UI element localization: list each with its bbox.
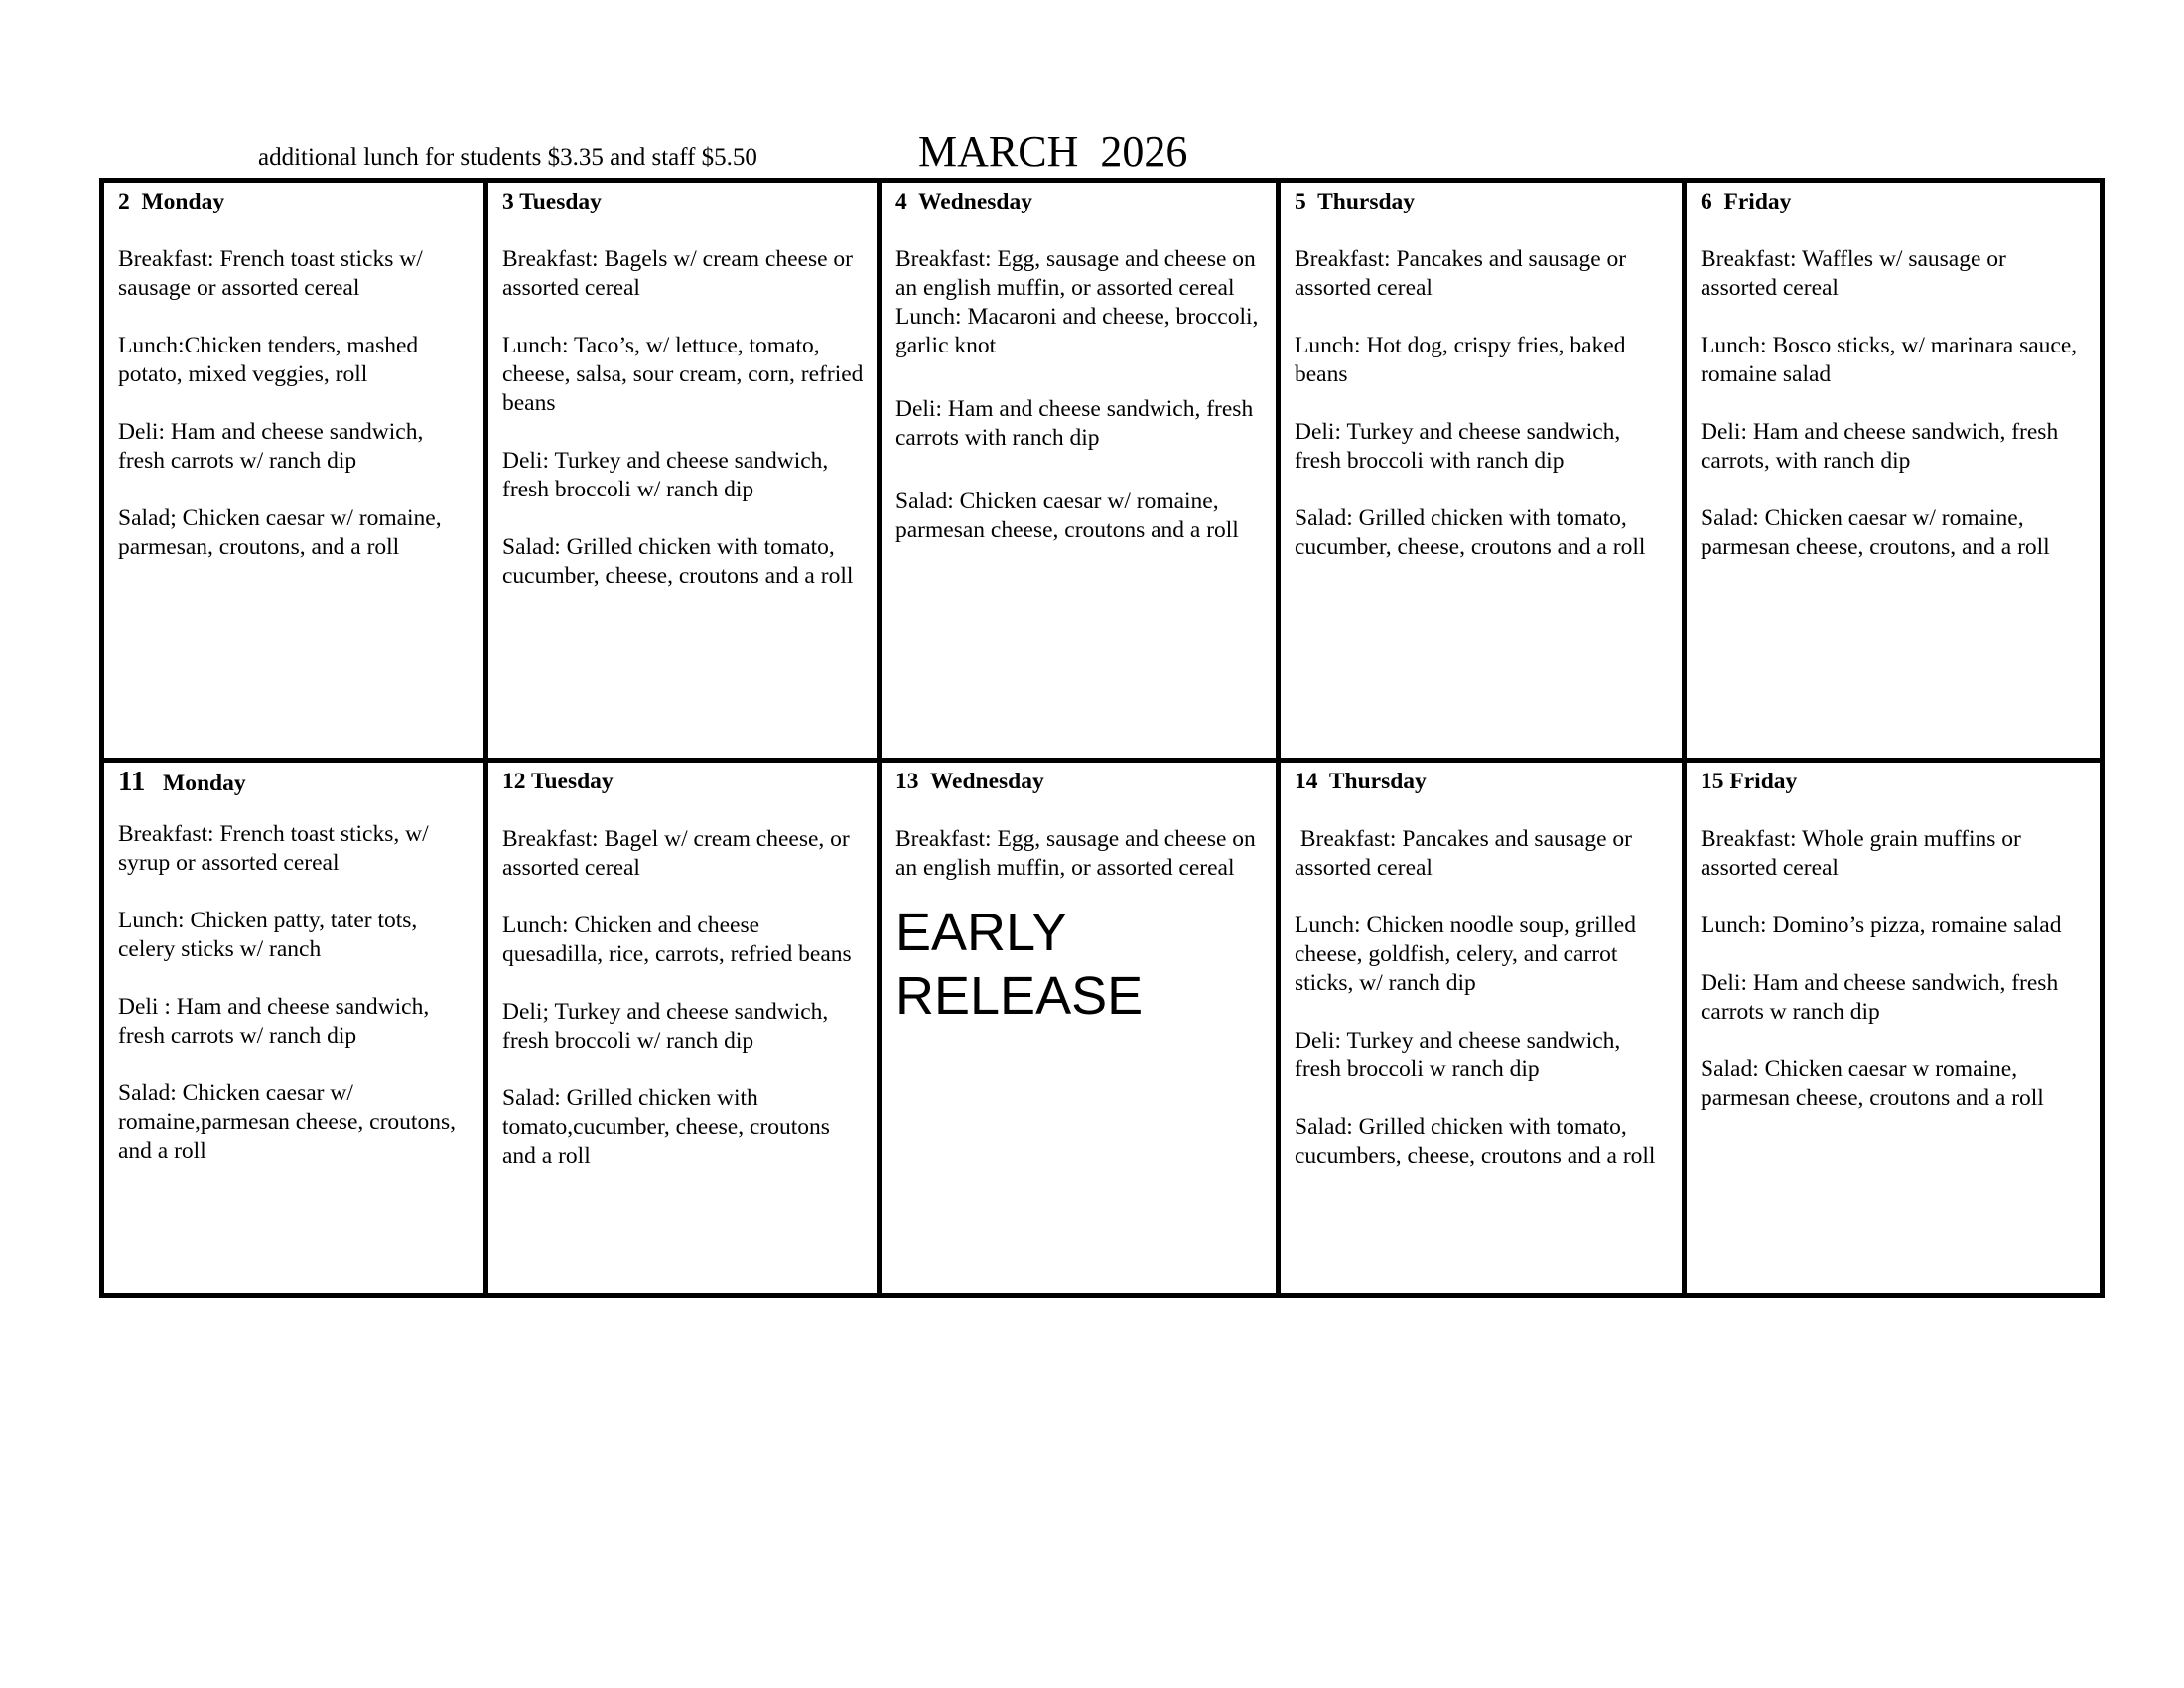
- day-cell-mar-2: [104, 183, 488, 763]
- breakfast-entry: Breakfast: Pancakes and sausage or assorted cereal: [1295, 246, 1627, 301]
- salad-entry: Salad: Grilled chicken with tomato, cucumbers, cheese, croutons and a roll: [1295, 1114, 1656, 1169]
- salad-entry: Salad; Chicken caesar w/ romaine, parmesan, croutons, and a roll: [118, 505, 442, 560]
- deli-entry: Deli: Ham and cheese sandwich, fresh carrots w/ ranch dip: [118, 419, 424, 474]
- day-cell-mar-6: [1687, 183, 2100, 763]
- breakfast-entry: Breakfast: Bagel w/ cream cheese, or assorted cereal: [502, 826, 850, 881]
- day-number: 3: [502, 189, 514, 214]
- breakfast-entry: Breakfast: Bagels w/ cream cheese or assorted cereal: [502, 246, 853, 301]
- day-name: Monday: [141, 189, 225, 214]
- day-heading: [1701, 768, 2088, 796]
- salad-entry: Salad: Chicken caesar w/ romaine, parmesan cheese, croutons and a roll: [895, 489, 1239, 543]
- day-heading: [502, 768, 865, 796]
- day-name: Thursday: [1328, 769, 1427, 794]
- salad-entry: Salad: Grilled chicken with tomato, cucumber, cheese, croutons and a roll: [502, 534, 854, 589]
- menu-calendar: [99, 178, 2105, 1298]
- price-note: additional lunch for students $3.35 and staff $5.50: [258, 144, 757, 171]
- lunch-entry: Lunch: Domino’s pizza, romaine salad: [1701, 913, 2062, 938]
- salad-entry: Salad: Grilled chicken with tomato, cucumber, cheese, croutons and a roll: [1295, 505, 1646, 560]
- month-title: MARCH 2026: [918, 127, 1188, 176]
- deli-entry: Deli: Turkey and cheese sandwich, fresh broccoli w ranch dip: [1295, 1028, 1621, 1082]
- day-number: 12: [502, 769, 526, 794]
- day-cell-mar-4: [882, 183, 1281, 763]
- lunch-entry: Lunch: Hot dog, crispy fries, baked beans: [1295, 333, 1626, 387]
- day-heading: [118, 768, 472, 796]
- early-release-line-1: EARLY: [895, 903, 1068, 962]
- breakfast-entry: Breakfast: Whole grain muffins or assorted cereal: [1701, 826, 2021, 881]
- day-name: Friday: [1729, 769, 1798, 794]
- breakfast-entry: Breakfast: Egg, sausage and cheese on an english muffin, or assorted cereal: [895, 826, 1256, 881]
- day-name: Tuesday: [519, 189, 602, 214]
- lunch-entry: Lunch:Chicken tenders, mashed potato, mixed veggies, roll: [118, 333, 419, 387]
- day-name: Wednesday: [918, 189, 1032, 214]
- day-cell-mar-12: [488, 763, 882, 1293]
- day-cell-mar-15: [1687, 763, 2100, 1293]
- day-number: 11: [118, 766, 146, 797]
- deli-entry: Deli: Ham and cheese sandwich, fresh carrots, with ranch dip: [1701, 419, 2059, 474]
- salad-entry: Salad: Grilled chicken with tomato,cucumber, cheese, croutons and a roll: [502, 1085, 830, 1169]
- day-heading: [502, 188, 865, 216]
- breakfast-entry: Breakfast: Pancakes and sausage or assorted cereal: [1295, 826, 1638, 881]
- day-number: 2: [118, 189, 130, 214]
- day-name: Wednesday: [929, 769, 1044, 794]
- day-heading: [118, 188, 472, 216]
- breakfast-entry: Breakfast: Egg, sausage and cheese on an english muffin, or assorted cereal: [895, 246, 1256, 301]
- lunch-entry: Lunch: Chicken patty, tater tots, celery sticks w/ ranch: [118, 908, 418, 962]
- deli-entry: Deli; Turkey and cheese sandwich, fresh broccoli w/ ranch dip: [502, 999, 829, 1054]
- day-cell-mar-5: [1281, 183, 1687, 763]
- lunch-entry: Lunch: Chicken and cheese quesadilla, rice, carrots, refried beans: [502, 913, 852, 967]
- day-number: 14: [1295, 769, 1318, 794]
- day-heading: [895, 768, 1264, 796]
- day-cell-mar-3: [488, 183, 882, 763]
- day-heading: [1701, 188, 2088, 216]
- day-heading: [895, 188, 1264, 216]
- day-number: 5: [1295, 189, 1306, 214]
- deli-entry: Deli: Turkey and cheese sandwich, fresh broccoli w/ ranch dip: [502, 448, 829, 502]
- early-release-notice: [895, 901, 1264, 1028]
- deli-entry: Deli : Ham and cheese sandwich, fresh carrots w/ ranch dip: [118, 994, 430, 1049]
- day-heading: [1295, 188, 1670, 216]
- breakfast-entry: Breakfast: Waffles w/ sausage or assorted cereal: [1701, 246, 2006, 301]
- day-heading: [1295, 768, 1670, 796]
- salad-entry: Salad: Chicken caesar w/ romaine,parmesan cheese, croutons, and a roll: [118, 1080, 456, 1164]
- lunch-entry: Lunch: Bosco sticks, w/ marinara sauce, romaine salad: [1701, 333, 2078, 387]
- day-name: Thursday: [1317, 189, 1416, 214]
- breakfast-entry: Breakfast: French toast sticks, w/ syrup or assorted cereal: [118, 821, 429, 876]
- day-name: Friday: [1723, 189, 1792, 214]
- salad-entry: Salad: Chicken caesar w romaine, parmesan cheese, croutons and a roll: [1701, 1056, 2044, 1111]
- day-name: Monday: [163, 771, 246, 796]
- deli-entry: Deli: Ham and cheese sandwich, fresh carrots w ranch dip: [1701, 970, 2059, 1025]
- day-number: 4: [895, 189, 907, 214]
- lunch-entry: Lunch: Chicken noodle soup, grilled cheese, goldfish, celery, and carrot sticks, w/ ranch dip: [1295, 913, 1636, 996]
- deli-entry: Deli: Turkey and cheese sandwich, fresh broccoli with ranch dip: [1295, 419, 1621, 474]
- day-number: 13: [895, 769, 919, 794]
- lunch-entry: Lunch: Macaroni and cheese, broccoli, garlic knot: [895, 304, 1259, 358]
- day-name: Tuesday: [530, 769, 614, 794]
- day-cell-mar-13: [882, 763, 1281, 1293]
- lunch-entry: Lunch: Taco’s, w/ lettuce, tomato, cheese, salsa, sour cream, corn, refried beans: [502, 333, 864, 416]
- breakfast-entry: Breakfast: French toast sticks w/ sausage or assorted cereal: [118, 246, 423, 301]
- deli-entry: Deli: Ham and cheese sandwich, fresh carrots with ranch dip: [895, 396, 1254, 451]
- day-number: 6: [1701, 189, 1712, 214]
- day-cell-mar-11: [104, 763, 488, 1293]
- salad-entry: Salad: Chicken caesar w/ romaine, parmesan cheese, croutons, and a roll: [1701, 505, 2050, 560]
- early-release-line-2: RELEASE: [895, 966, 1144, 1026]
- day-number: 15: [1701, 769, 1724, 794]
- day-cell-mar-14: [1281, 763, 1687, 1293]
